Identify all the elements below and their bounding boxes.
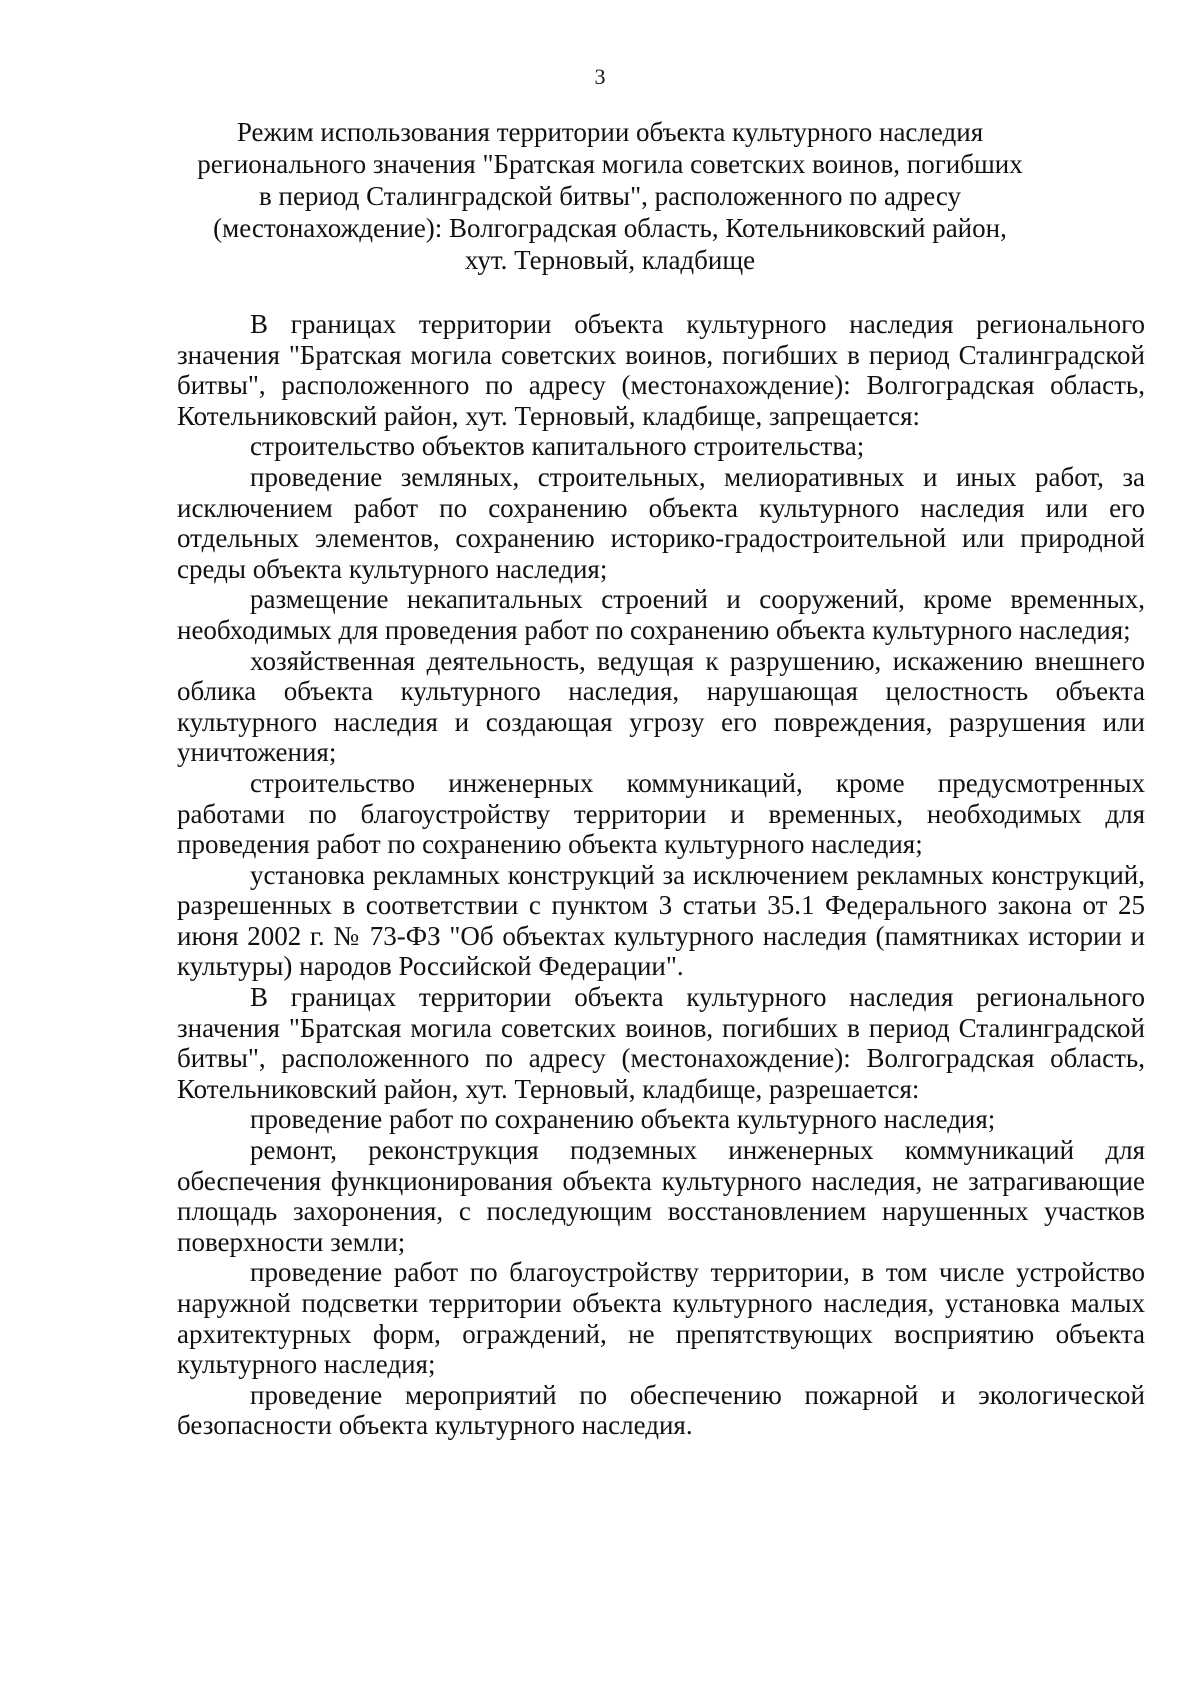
document-body — [177, 309, 1145, 1441]
title-line: в период Сталинградской битвы", расположенного по адресу — [259, 181, 961, 211]
title-line: (местонахождение): Волгоградская область, Котельниковский район, — [213, 213, 1007, 243]
title-line: регионального значения "Братская могила советских воинов, погибших — [197, 149, 1023, 179]
paragraph-permitted-intro: В границах территории объекта культурного наследия регионального значения "Братская могила советских воинов, погибших в период Сталинградской битвы", расположенного по адресу (местонахождение): Волгоградская область, Котельниковский район, хут. Терновый, кладбище, разрешается: — [177, 982, 1145, 1104]
paragraph-prohibited-intro: В границах территории объекта культурного наследия регионального значения "Братская могила советских воинов, погибших в период Сталинградской битвы", расположенного по адресу (местонахождение): Волгоградская область, Котельниковский район, хут. Терновый, кладбище, запрещается: — [177, 309, 1145, 431]
title-line: хут. Терновый, кладбище — [464, 245, 756, 275]
paragraph-item: установка рекламных конструкций за исключением рекламных конструкций, разрешенных в соответствии с пунктом 3 статьи 35.1 Федерального закона от 25 июня 2002 г. № 73-ФЗ "Об объектах культурного наследия (памятниках истории и культуры) народов Российской Федерации". — [177, 859, 1145, 982]
paragraph-item: хозяйственная деятельность, ведущая к разрушению, искажению внешнего облика объекта культурного наследия, нарушающая целостность объекта культурного наследия и создающая угрозу его повреждения, разрушения или уничтожения; — [177, 645, 1145, 768]
paragraph-item: проведение мероприятий по обеспечению пожарной и экологической безопасности объекта культурного наследия. — [177, 1379, 1145, 1441]
page-number: 3 — [594, 64, 606, 89]
paragraph-item: проведение работ по сохранению объекта культурного наследия; — [250, 1104, 996, 1135]
paragraph-item: размещение некапитальных строений и сооружений, кроме временных, необходимых для проведения работ по сохранению объекта культурного наследия; — [177, 584, 1145, 645]
paragraph-item: ремонт, реконструкция подземных инженерных коммуникаций для обеспечения функционирования объекта культурного наследия, не затрагивающие площадь захоронения, с последующим восстановлением нарушенных участков поверхности земли; — [177, 1135, 1145, 1257]
title-line: Режим использования территории объекта культурного наследия — [236, 117, 984, 147]
paragraph-item: проведение земляных, строительных, мелиоративных и иных работ, за исключением работ по сохранению объекта культурного наследия или его отдельных элементов, сохранению историко-градостроительной или природной среды объекта культурного наследия; — [177, 461, 1145, 584]
paragraph-item: строительство инженерных коммуникаций, кроме предусмотренных работами по благоустройству территории и временных, необходимых для проведения работ по сохранению объекта культурного наследия; — [177, 767, 1145, 860]
document-title — [180, 116, 1040, 276]
paragraph-item: проведение работ по благоустройству территории, в том числе устройство наружной подсветки территории объекта культурного наследия, установка малых архитектурных форм, ограждений, не препятствующих восприятию объекта культурного наследия; — [177, 1257, 1145, 1380]
paragraph-item: строительство объектов капитального строительства; — [250, 431, 865, 462]
